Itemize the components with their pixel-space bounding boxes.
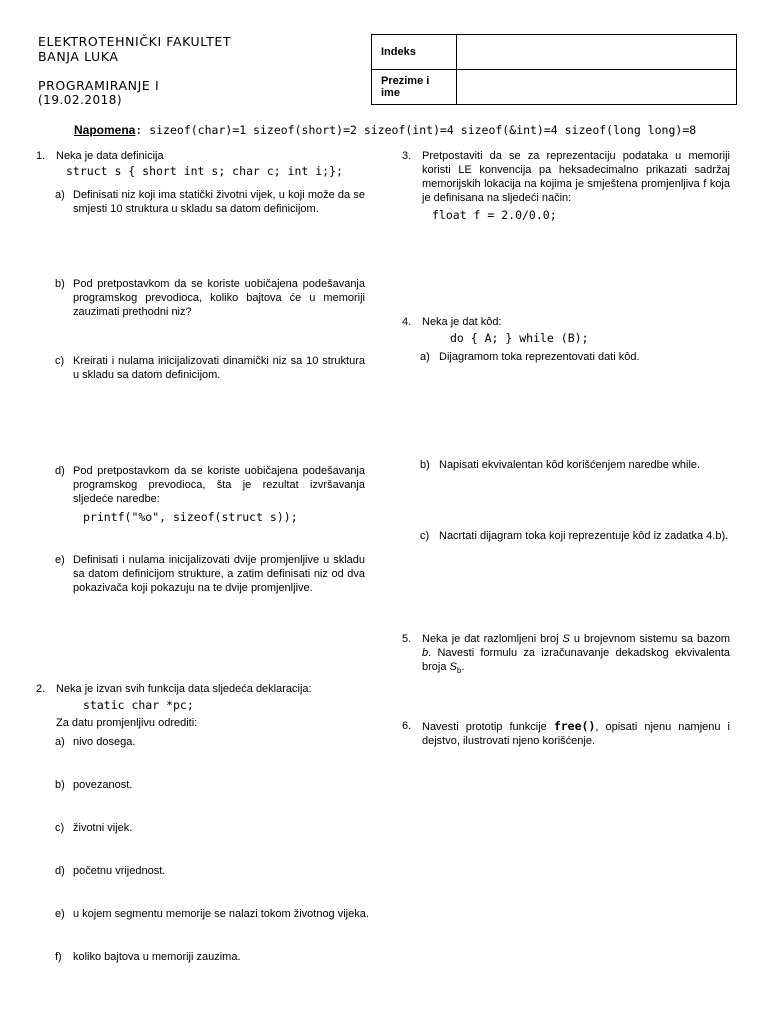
q3-text: Pretpostaviti da se za reprezentaciju podataka u memoriji koristi LE konvencija pa heksadecimalno prikazati sadržaj memorijskih lokacija na kojima je smještena promjenljiva f koja je definisana na sljedeći način: xyxy=(422,150,730,204)
city-name: BANJA LUKA xyxy=(38,49,119,64)
note xyxy=(74,123,696,137)
q2-item-label: e) xyxy=(55,908,65,920)
q2-sub: Za datu promjenljivu odrediti: xyxy=(56,717,198,729)
index-field[interactable] xyxy=(457,35,737,70)
q2-number: 2. xyxy=(36,683,46,695)
q4-c-text: Nacrtati dijagram toka koji reprezentuje kôd iz zadatka 4.b). xyxy=(439,530,729,542)
q2-intro: Neka je izvan svih funkcija data sljedeća deklaracija: xyxy=(56,683,312,695)
q2-item-label: c) xyxy=(55,822,65,834)
q3-number: 3. xyxy=(402,150,412,162)
q2-item-text: koliko bajtova u memoriji zauzima. xyxy=(73,951,241,963)
q4-c-label: c) xyxy=(420,530,430,542)
header xyxy=(38,34,231,107)
q2-code: static char *pc; xyxy=(83,698,194,712)
q2-item-text: nivo dosega. xyxy=(73,736,136,748)
q1-a-label: a) xyxy=(55,189,65,201)
q4-b-label: b) xyxy=(420,459,430,471)
q4-number: 4. xyxy=(402,316,412,328)
q5-text xyxy=(422,632,730,678)
q2-item-text: u kojem segmentu memorije se nalazi tokom životnog vijeka. xyxy=(73,908,369,920)
q4-a-label: a) xyxy=(420,351,430,363)
q4-b-text: Napisati ekvivalentan kôd korišćenjem naredbe while. xyxy=(439,459,701,471)
student-id-table xyxy=(371,34,737,105)
q5-var-s2: S xyxy=(449,661,457,673)
q2-item-label: f) xyxy=(55,951,62,963)
note-text: : sizeof(char)=1 sizeof(short)=2 sizeof(int)=4 sizeof(&int)=4 sizeof(long long)=8 xyxy=(135,123,697,137)
q5-sub-b: b xyxy=(456,666,462,676)
exam-date: (19.02.2018) xyxy=(38,93,123,107)
q6-text-part: , opisati njenu namjenu i dejstvo, ilustrovati njeno korišćenje. xyxy=(422,721,730,747)
q6-text xyxy=(422,719,730,748)
q5-var-b: b xyxy=(422,647,429,659)
note-label: Napomena xyxy=(74,123,136,137)
course-title: PROGRAMIRANJE I xyxy=(38,78,160,93)
q4-code: do { A; } while (B); xyxy=(450,331,589,345)
q6-function-name: free() xyxy=(553,719,596,733)
q3-code: float f = 2.0/0.0; xyxy=(432,208,557,222)
index-label: Indeks xyxy=(372,35,457,70)
q6-text-part: Navesti prototip funkcije xyxy=(422,721,554,733)
q2-item-text: povezanost. xyxy=(73,779,133,791)
q2-item-label: d) xyxy=(55,865,65,877)
q2-item-text: početnu vrijednost. xyxy=(73,865,166,877)
q4-intro: Neka je dat kôd: xyxy=(422,316,502,328)
q2-item-text: životni vijek. xyxy=(73,822,133,834)
q5-text-part: u brojevnom sistemu sa bazom xyxy=(569,633,730,645)
q1-e-label: e) xyxy=(55,554,65,566)
q1-d-code: printf("%o", sizeof(struct s)); xyxy=(83,510,298,524)
q2-item-label: b) xyxy=(55,779,65,791)
q1-b-label: b) xyxy=(55,278,65,290)
q1-number: 1. xyxy=(36,150,46,162)
q1-a-text: Definisati niz koji ima statički životni vijek, u koji može da se smjesti 10 struktura u skladu sa datom definicijom. xyxy=(73,189,365,215)
faculty-name: ELEKTROTEHNIČKI FAKULTET xyxy=(38,34,232,49)
q6-number: 6. xyxy=(402,720,412,732)
q1-c-label: c) xyxy=(55,355,65,367)
q1-code: struct s { short int s; char c; int i;}; xyxy=(66,164,343,178)
q5-text-part: Neka je dat razlomljeni broj xyxy=(422,633,563,645)
q1-d-label: d) xyxy=(55,465,65,477)
q5-var-s: S xyxy=(562,633,570,645)
name-label: Prezime i ime xyxy=(372,70,457,105)
q1-c-text: Kreirati i nulama inicijalizovati dinamički niz sa 10 struktura u skladu sa datom definicijom. xyxy=(73,355,365,381)
q5-text-part: . Navesti formulu za izračunavanje dekadskog ekvivalenta broja xyxy=(422,647,730,673)
q5-number: 5. xyxy=(402,633,412,645)
q4-a-text: Dijagramom toka reprezentovati dati kôd. xyxy=(439,351,640,363)
q1-intro: Neka je data definicija xyxy=(56,150,164,162)
name-field[interactable] xyxy=(457,70,737,105)
q5-text-part: . xyxy=(461,661,465,673)
q2-item-label: a) xyxy=(55,736,65,748)
q1-e-text: Definisati i nulama inicijalizovati dvije promjenljive u skladu sa datom definicijom strukture, a zatim definisati niz od dva pokazivača koji pokazuju na te dvije promjenljive. xyxy=(73,554,365,594)
q1-b-text: Pod pretpostavkom da se koriste uobičajena podešavanja programskog prevodioca, koliko bajtova će u memoriji zauzimati prethodni niz? xyxy=(73,278,365,318)
q1-d-text: Pod pretpostavkom da se koriste uobičajena podešavanja programskog prevodioca, šta je rezultat izvršavanja sljedeće naredbe: xyxy=(73,465,365,505)
